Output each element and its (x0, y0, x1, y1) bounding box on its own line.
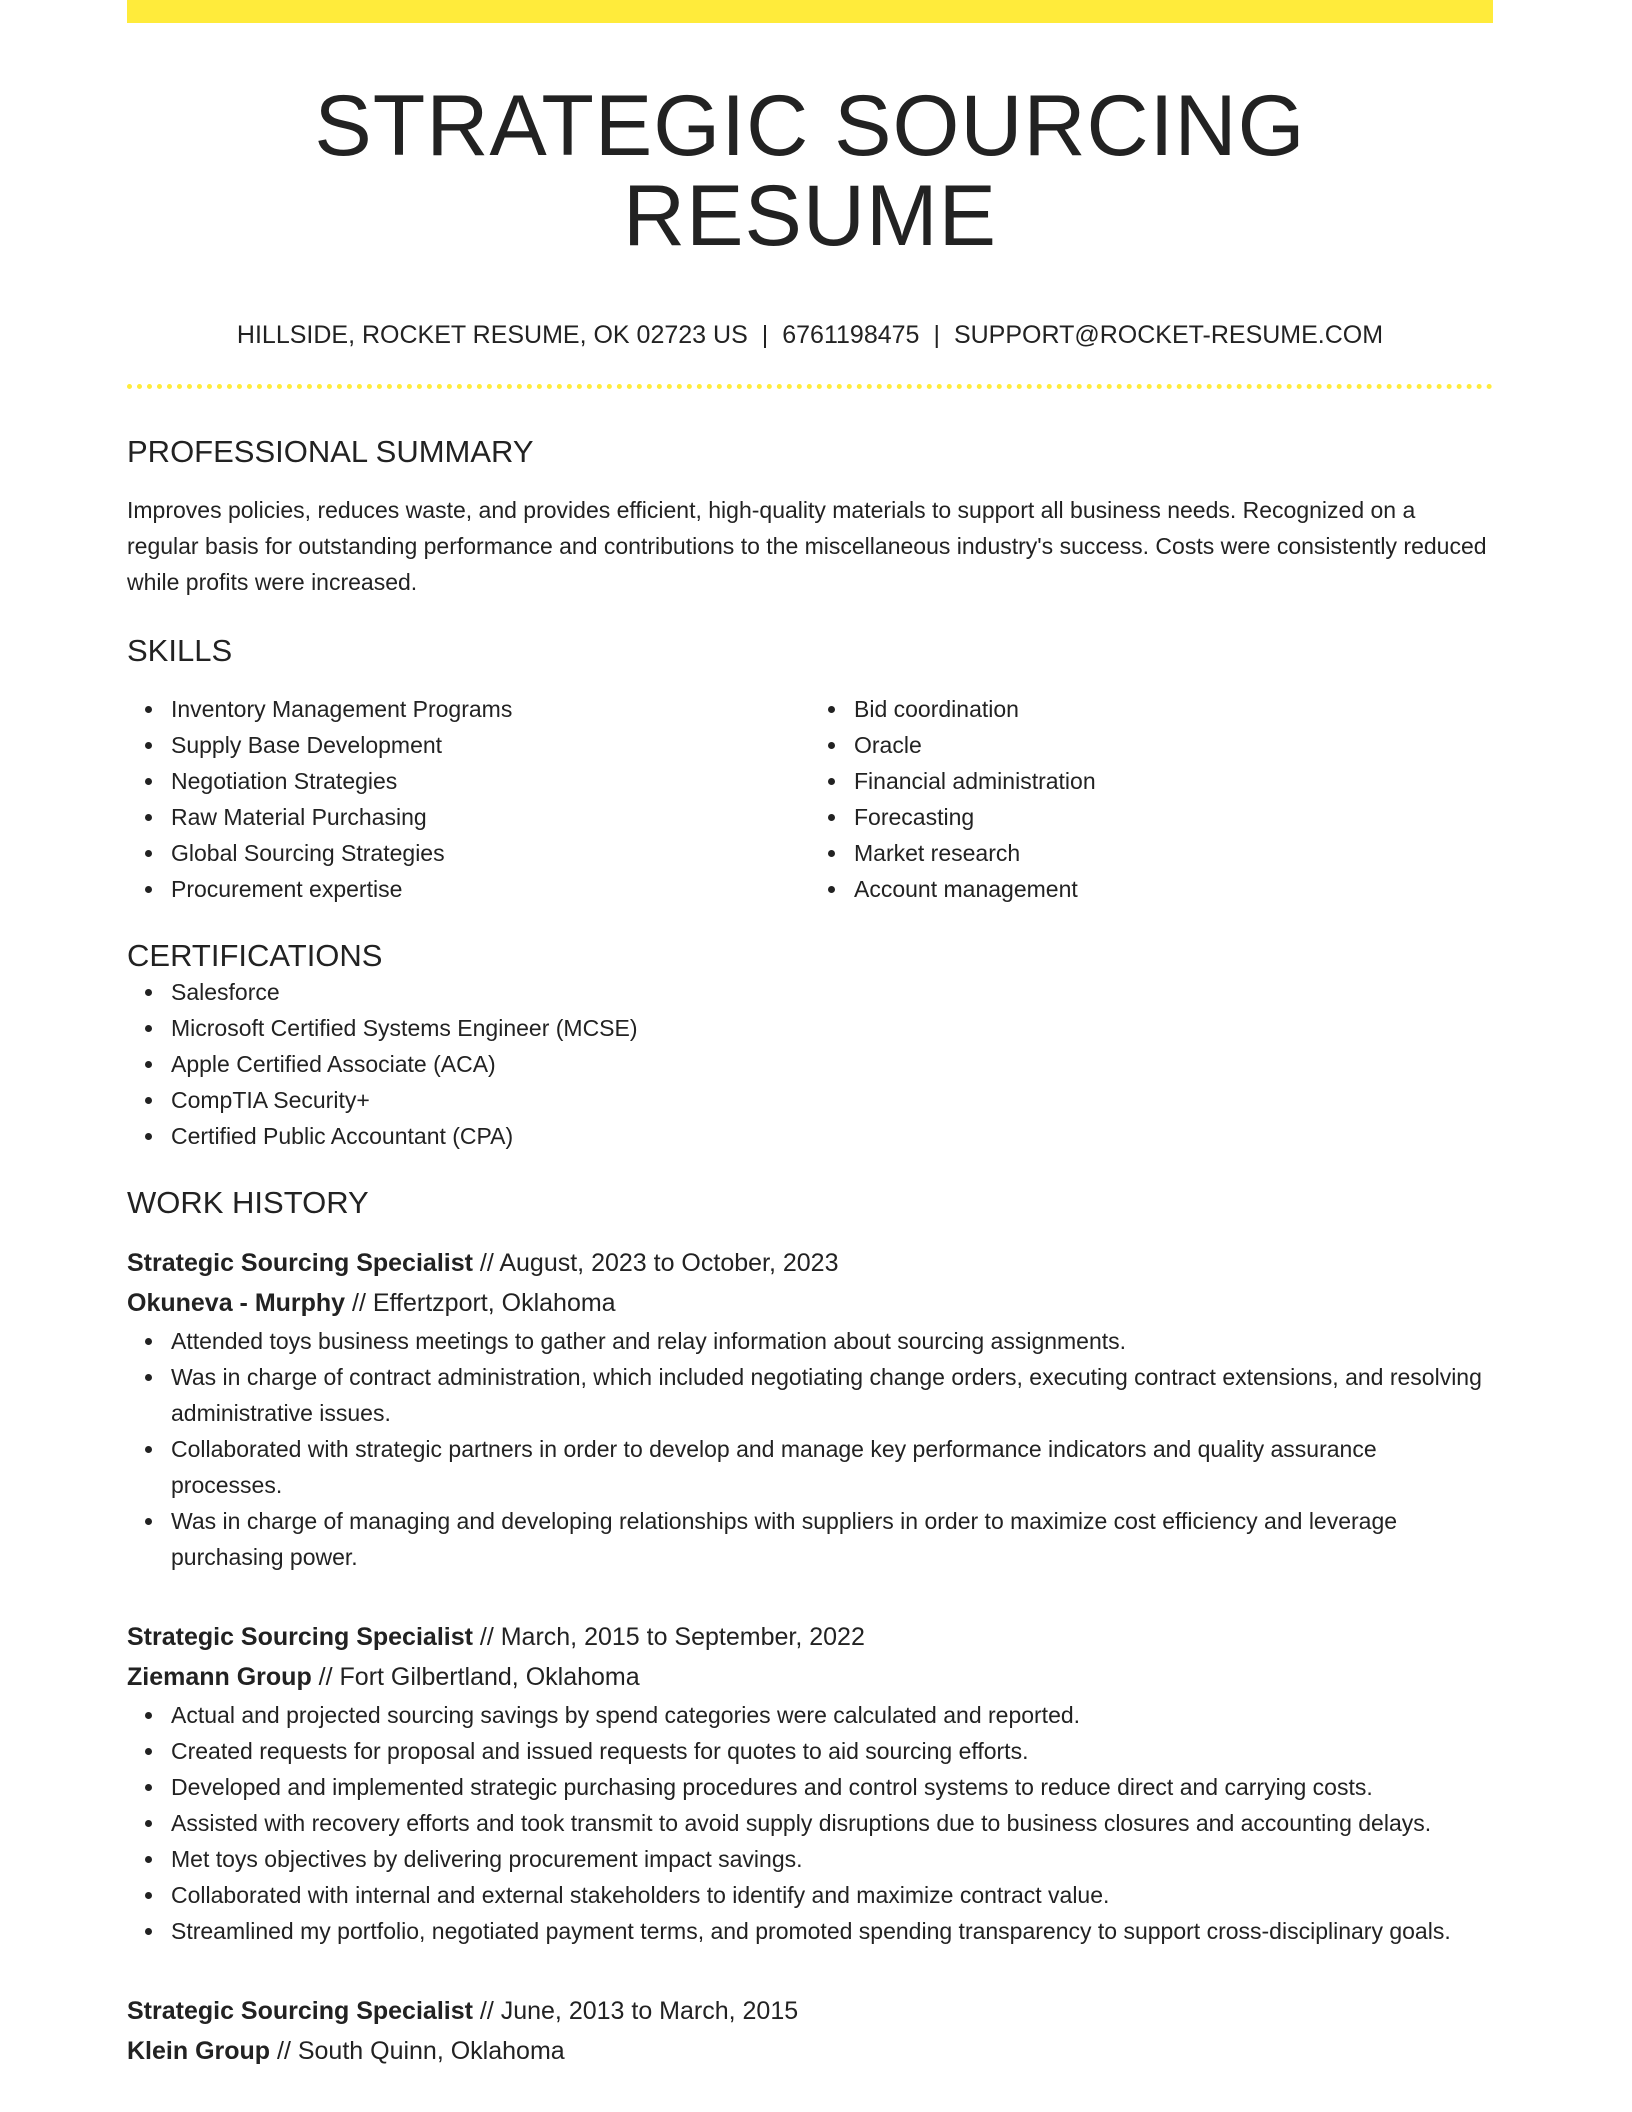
work-history-heading: WORK HISTORY (127, 1185, 369, 1221)
resume-page (127, 0, 1493, 2071)
job-dates: // June, 2013 to March, 2015 (472, 1997, 799, 2026)
job-bullet: Met toys objectives by delivering procurement impact savings. (171, 1841, 1493, 1877)
contact-email: SUPPORT@ROCKET-RESUME.COM (953, 320, 1384, 349)
skills-heading: SKILLS (127, 632, 233, 668)
skills-list-right (854, 691, 1493, 907)
job-entry (127, 1243, 1493, 1575)
certification-item: Certified Public Accountant (CPA) (171, 1118, 1493, 1154)
job-entry (127, 1991, 1493, 2071)
job-title: Strategic Sourcing Specialist (127, 1623, 473, 1652)
certification-item: Salesforce (171, 974, 1493, 1010)
skill-item: Negotiation Strategies (171, 763, 810, 799)
job-bullets (127, 1697, 1493, 1949)
job-bullet: Actual and projected sourcing savings by spend categories were calculated and reported. (171, 1697, 1493, 1733)
skill-item: Procurement expertise (171, 871, 810, 907)
certification-item: Apple Certified Associate (ACA) (171, 1046, 1493, 1082)
skill-item: Global Sourcing Strategies (171, 835, 810, 871)
job-company: Ziemann Group (127, 1663, 312, 1692)
job-bullet: Was in charge of contract administration, which included negotiating change orders, executing contract extensions, and resolving administrative issues. (171, 1359, 1493, 1431)
contact-line (127, 320, 1493, 350)
job-bullet: Collaborated with strategic partners in order to develop and manage key performance indicators and quality assurance processes. (171, 1431, 1493, 1503)
certifications-list (127, 974, 1493, 1154)
summary-heading: PROFESSIONAL SUMMARY (127, 433, 534, 469)
contact-address: HILLSIDE, ROCKET RESUME, OK 02723 US (236, 320, 748, 349)
skill-item: Account management (854, 871, 1493, 907)
work-history-list (127, 1243, 1493, 2071)
job-company-line (127, 1657, 1493, 1697)
job-title-line (127, 1991, 1493, 2031)
job-bullet: Was in charge of managing and developing relationships with suppliers in order to maximize cost efficiency and leverage purchasing power. (171, 1503, 1493, 1575)
resume-title: STRATEGIC SOURCING RESUME (314, 78, 1306, 265)
top-accent-bar (127, 0, 1493, 23)
skill-item: Forecasting (854, 799, 1493, 835)
job-company-line (127, 2031, 1493, 2071)
job-company-line (127, 1283, 1493, 1323)
job-location: // South Quinn, Oklahoma (270, 2037, 565, 2066)
skill-item: Inventory Management Programs (171, 691, 810, 727)
contact-phone: 6761198475 (782, 320, 920, 349)
job-dates: // March, 2015 to September, 2022 (472, 1623, 865, 1652)
job-title: Strategic Sourcing Specialist (127, 1249, 473, 1278)
skill-item: Oracle (854, 727, 1493, 763)
certification-item: Microsoft Certified Systems Engineer (MCSE) (171, 1010, 1493, 1046)
summary-text: Improves policies, reduces waste, and provides efficient, high-quality materials to support all business needs. Recognized on a regular basis for outstanding performance and contributions to the miscellaneous industry's success. Costs were consistently reduced while profits were increased. (127, 496, 1487, 595)
job-title-line (127, 1617, 1493, 1657)
job-location: // Fort Gilbertland, Oklahoma (311, 1663, 640, 1692)
skills-grid (127, 691, 1493, 907)
job-company: Klein Group (127, 2037, 271, 2066)
skills-list-left (171, 691, 810, 907)
skills-column-left (127, 691, 810, 907)
job-bullet: Streamlined my portfolio, negotiated payment terms, and promoted spending transparency to support cross-disciplinary goals. (171, 1913, 1493, 1949)
skills-column-right (810, 691, 1493, 907)
job-bullet: Attended toys business meetings to gather and relay information about sourcing assignments. (171, 1323, 1493, 1359)
job-location: // Effertzport, Oklahoma (345, 1289, 616, 1318)
job-company: Okuneva - Murphy (127, 1289, 346, 1318)
certifications-heading: CERTIFICATIONS (127, 937, 383, 973)
job-bullet: Collaborated with internal and external stakeholders to identify and maximize contract value. (171, 1877, 1493, 1913)
job-entry (127, 1617, 1493, 1949)
skill-item: Supply Base Development (171, 727, 810, 763)
job-title: Strategic Sourcing Specialist (127, 1997, 473, 2026)
skill-item: Market research (854, 835, 1493, 871)
job-bullets (127, 1323, 1493, 1575)
job-title-line (127, 1243, 1493, 1283)
job-bullet: Assisted with recovery efforts and took transmit to avoid supply disruptions due to business closures and accounting delays. (171, 1805, 1493, 1841)
dotted-divider (127, 384, 1493, 389)
skill-item: Bid coordination (854, 691, 1493, 727)
job-bullet: Developed and implemented strategic purchasing procedures and control systems to reduce direct and carrying costs. (171, 1769, 1493, 1805)
job-dates: // August, 2023 to October, 2023 (472, 1249, 839, 1278)
skill-item: Financial administration (854, 763, 1493, 799)
skill-item: Raw Material Purchasing (171, 799, 810, 835)
certification-item: CompTIA Security+ (171, 1082, 1493, 1118)
contact-separator: | (933, 320, 940, 349)
job-bullet: Created requests for proposal and issued requests for quotes to aid sourcing efforts. (171, 1733, 1493, 1769)
contact-separator: | (761, 320, 769, 349)
